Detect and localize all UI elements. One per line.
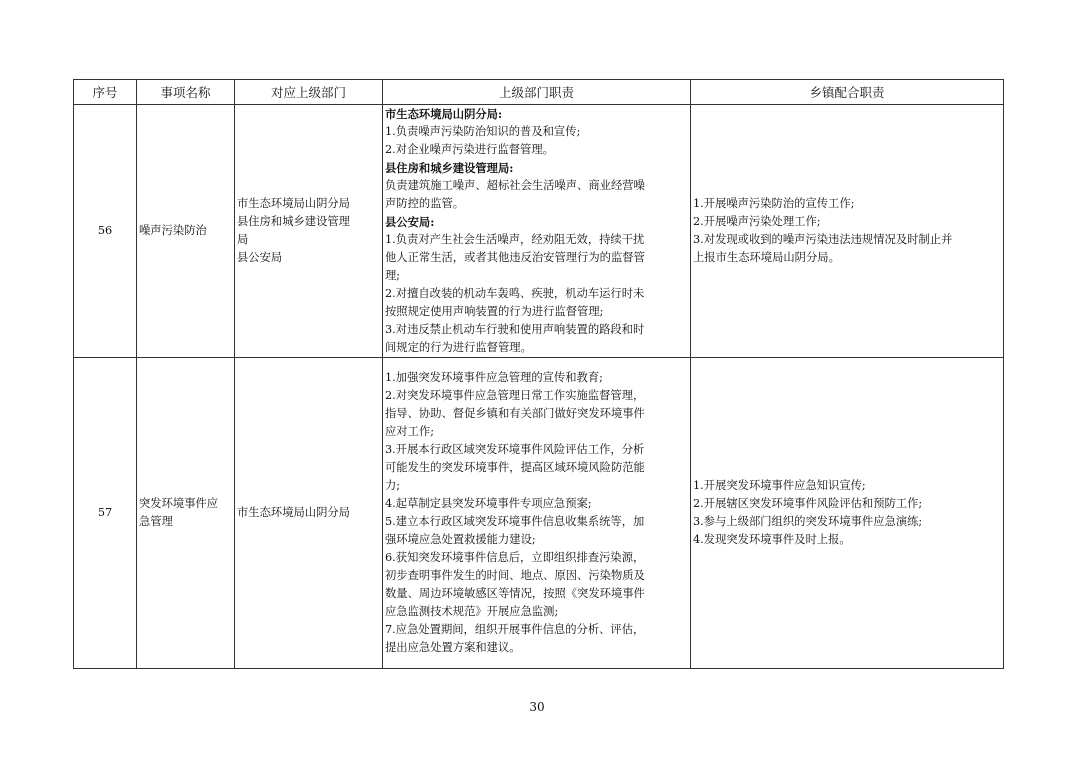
town-duty-line: 2.开展辖区突发环境事件风险评估和预防工作; xyxy=(693,497,923,510)
town-duty-line: 4.发现突发环境事件及时上报。 xyxy=(693,533,851,546)
row-number: 57 xyxy=(74,358,137,669)
header-town: 乡镇配合职责 xyxy=(691,80,1004,105)
header-row xyxy=(74,80,1004,105)
duty-table xyxy=(73,79,1004,669)
department-line: 市生态环境局山阴分局 xyxy=(237,506,350,519)
header-duty: 上级部门职责 xyxy=(383,80,691,105)
duty-line: 强环境应急处置救援能力建设; xyxy=(385,533,536,546)
duty-line: 指导、协助、督促乡镇和有关部门做好突发环境事件 xyxy=(385,407,645,420)
duty-line: 理; xyxy=(385,269,401,282)
duty-line: 2.对擅自改装的机动车轰鸣、疾驶，机动车运行时未 xyxy=(385,287,645,300)
department-line: 县公安局 xyxy=(237,251,283,264)
duty-line: 3.开展本行政区域突发环境事件风险评估工作，分析 xyxy=(385,443,645,456)
duty-heading: 市生态环境局山阴分局: xyxy=(385,107,503,121)
duty-heading: 县公安局: xyxy=(385,215,435,229)
item-name xyxy=(137,105,235,358)
duty-line: 应对工作; xyxy=(385,425,434,438)
item-name-line: 急管理 xyxy=(139,515,173,528)
department-line: 局 xyxy=(237,233,249,246)
table-row xyxy=(74,358,1004,669)
town-duty xyxy=(691,105,1004,358)
duty-line: 2.对企业噪声污染进行监督管理。 xyxy=(385,143,554,156)
item-name xyxy=(137,358,235,669)
duty-line: 4.起草制定县突发环境事件专项应急预案; xyxy=(385,497,592,510)
town-duty-line: 1.开展噪声污染防治的宣传工作; xyxy=(693,197,855,210)
duty-line: 初步查明事件发生的时间、地点、原因、污染物质及 xyxy=(385,569,645,582)
header-name: 事项名称 xyxy=(137,80,235,105)
page-number: 30 xyxy=(529,700,545,714)
duty-line: 2.对突发环境事件应急管理日常工作实施监督管理， xyxy=(385,389,645,402)
duty-line: 按照规定使用声响装置的行为进行监督管理; xyxy=(385,305,604,318)
header-num: 序号 xyxy=(74,80,137,105)
department xyxy=(235,358,383,669)
department xyxy=(235,105,383,358)
duty-line: 他人正常生活，或者其他违反治安管理行为的监督管 xyxy=(385,251,645,264)
superior-duty xyxy=(383,105,691,358)
town-duty xyxy=(691,358,1004,669)
superior-duty xyxy=(383,358,691,669)
duty-line: 可能发生的突发环境事件，提高区域环境风险防范能 xyxy=(385,461,645,474)
duty-line: 数量、周边环境敏感区等情况，按照《突发环境事件 xyxy=(385,587,645,600)
item-name-line: 噪声污染防治 xyxy=(139,224,207,237)
duty-line: 7.应急处置期间，组织开展事件信息的分析、评估， xyxy=(385,623,645,636)
department-line: 县住房和城乡建设管理 xyxy=(237,215,350,228)
duty-line: 3.对违反禁止机动车行驶和使用声响装置的路段和时 xyxy=(385,323,645,336)
town-duty-line: 1.开展突发环境事件应急知识宣传; xyxy=(693,479,866,492)
duty-line: 5.建立本行政区域突发环境事件信息收集系统等，加 xyxy=(385,515,645,528)
row-number: 56 xyxy=(74,105,137,358)
duty-line: 1.负责噪声污染防治知识的普及和宣传; xyxy=(385,125,581,138)
duty-line: 负责建筑施工噪声、超标社会生活噪声、商业经营噪 xyxy=(385,179,645,192)
duty-line: 声防控的监管。 xyxy=(385,197,465,210)
town-duty-line: 3.对发现或收到的噪声污染违法违规情况及时制止并 xyxy=(693,233,953,246)
duty-line: 应急监测技术规范》开展应急监测; xyxy=(385,605,559,618)
department-line: 市生态环境局山阴分局 xyxy=(237,197,350,210)
duty-line: 力; xyxy=(385,479,401,492)
duty-line: 1.加强突发环境事件应急管理的宣传和教育; xyxy=(385,371,603,384)
header-dept: 对应上级部门 xyxy=(235,80,383,105)
duty-line: 6.获知突发环境事件信息后，立即组织排查污染源， xyxy=(385,551,645,564)
duty-line: 1.负责对产生社会生活噪声，经劝阻无效，持续干扰 xyxy=(385,233,645,246)
item-name-line: 突发环境事件应 xyxy=(139,497,219,510)
duty-heading: 县住房和城乡建设管理局: xyxy=(385,161,514,175)
town-duty-line: 上报市生态环境局山阴分局。 xyxy=(693,251,840,264)
duty-line: 提出应急处置方案和建议。 xyxy=(385,641,521,654)
duty-line: 间规定的行为进行监督管理。 xyxy=(385,341,532,354)
town-duty-line: 2.开展噪声污染处理工作; xyxy=(693,215,821,228)
table-row xyxy=(74,105,1004,358)
town-duty-line: 3.参与上级部门组织的突发环境事件应急演练; xyxy=(693,515,923,528)
